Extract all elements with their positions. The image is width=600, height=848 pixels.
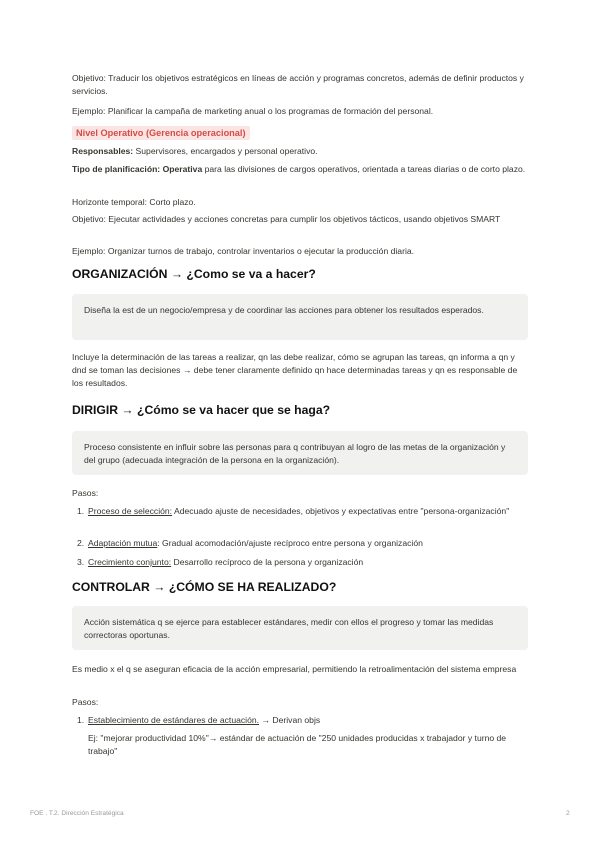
ejemplo-operativo: Ejemplo: Organizar turnos de trabajo, controlar inventarios o ejecutar la producción diaria. (72, 246, 415, 256)
step-number: 1. (77, 506, 85, 516)
tipo-label: Tipo de planificación: (72, 164, 161, 174)
pasos-label: Pasos: (72, 488, 99, 498)
organizacion-text: Incluye la determinación de las tareas a realizar, qn las debe realizar, cómo se agrupan las tareas, qn informa a qn y dnd se toman las decisiones → debe tener claramente definido qn hace determinadas tareas y qn es responsable de los resultados. (72, 352, 518, 388)
objetivo-tactico (72, 72, 528, 98)
responsables-text: Supervisores, encargados y personal operativo. (133, 146, 318, 156)
step-text: Adecuado ajuste de necesidades, objetivos y expectativas entre "persona-organización" (172, 506, 510, 516)
callout-organizacion: Diseña la est de un negocio/empresa y de coordinar las acciones para obtener los resultados esperados. (72, 294, 528, 340)
responsables-label: Responsables: (72, 146, 134, 156)
step-number: 1. (77, 715, 85, 725)
pasos-label-2: Pasos: (72, 697, 99, 707)
step-content (88, 556, 518, 569)
tipo-bold: Operativa (160, 164, 203, 174)
ctrl-example-text: Ej: "mejorar productividad 10%"→ estándar de actuación de "250 unidades producidas x trabajador y turno de trabajo" (88, 733, 507, 756)
horizonte-line: Horizonte temporal: Corto plazo. (72, 197, 196, 207)
step-text: : Gradual acomodación/ajuste recíproco entre persona y organización (157, 538, 423, 548)
step-label: Adaptación mutua (88, 538, 158, 548)
step-label: Crecimiento conjunto: (88, 557, 172, 567)
step-number: 2. (77, 538, 85, 548)
controlar-text: Es medio x el q se aseguran eficacia de la acción empresarial, permitiendo la retroalimentación del sistema empresa (72, 664, 517, 674)
step-label: Proceso de selección: (88, 506, 173, 516)
step-text: → Derivan objs (259, 715, 321, 725)
page-number: 2 (566, 810, 570, 817)
heading-controlar: CONTROLAR → ¿CÓMO SE HA REALIZADO? (72, 580, 337, 594)
callout-dirigir: Proceso consistente en influir sobre las personas para q contribuyan al logro de las metas de la organización y del grupo (adecuada integración de la persona en la organización). (72, 431, 528, 475)
step-content (88, 714, 518, 727)
objetivo-label: Objetivo: (72, 73, 106, 83)
dir-step-1 (72, 505, 528, 531)
tipo-text: para las divisiones de cargos operativos, orientada a tareas diarias o de corto plazo. (202, 164, 526, 174)
step-number: 3. (77, 557, 85, 567)
objetivo-text: Traducir los objetivos estratégicos en líneas de acción y programas concretos, además de definir productos y servicios. (72, 73, 524, 96)
tipo-planificacion-line (72, 163, 528, 176)
step-text: Desarrollo recíproco de la persona y organización (171, 557, 364, 567)
footer-title: FOE . T.2. Dirección Estratégica (30, 810, 124, 817)
nivel-operativo-tag: Nivel Operativo (Gerencia operacional) (72, 126, 250, 140)
heading-organizacion: ORGANIZACIÓN → ¿Como se va a hacer? (72, 267, 316, 281)
objetivo-operativo: Objetivo: Ejecutar actividades y acciones concretas para cumplir los objetivos tácticos, usando objetivos SMART (72, 214, 501, 224)
callout-controlar: Acción sistemática q se ejerce para establecer estándares, medir con ellos el progreso y tomar las medidas correctoras oportunas. (72, 606, 528, 650)
heading-dirigir: DIRIGIR → ¿Cómo se va hacer que se haga? (72, 403, 331, 417)
step-label: Establecimiento de estándares de actuación. (88, 715, 260, 725)
responsables-line (72, 145, 528, 158)
ejemplo-tactico: Ejemplo: Planificar la campaña de marketing anual o los programas de formación del personal. (72, 106, 434, 116)
step-content (88, 505, 518, 518)
step-content (88, 537, 518, 550)
